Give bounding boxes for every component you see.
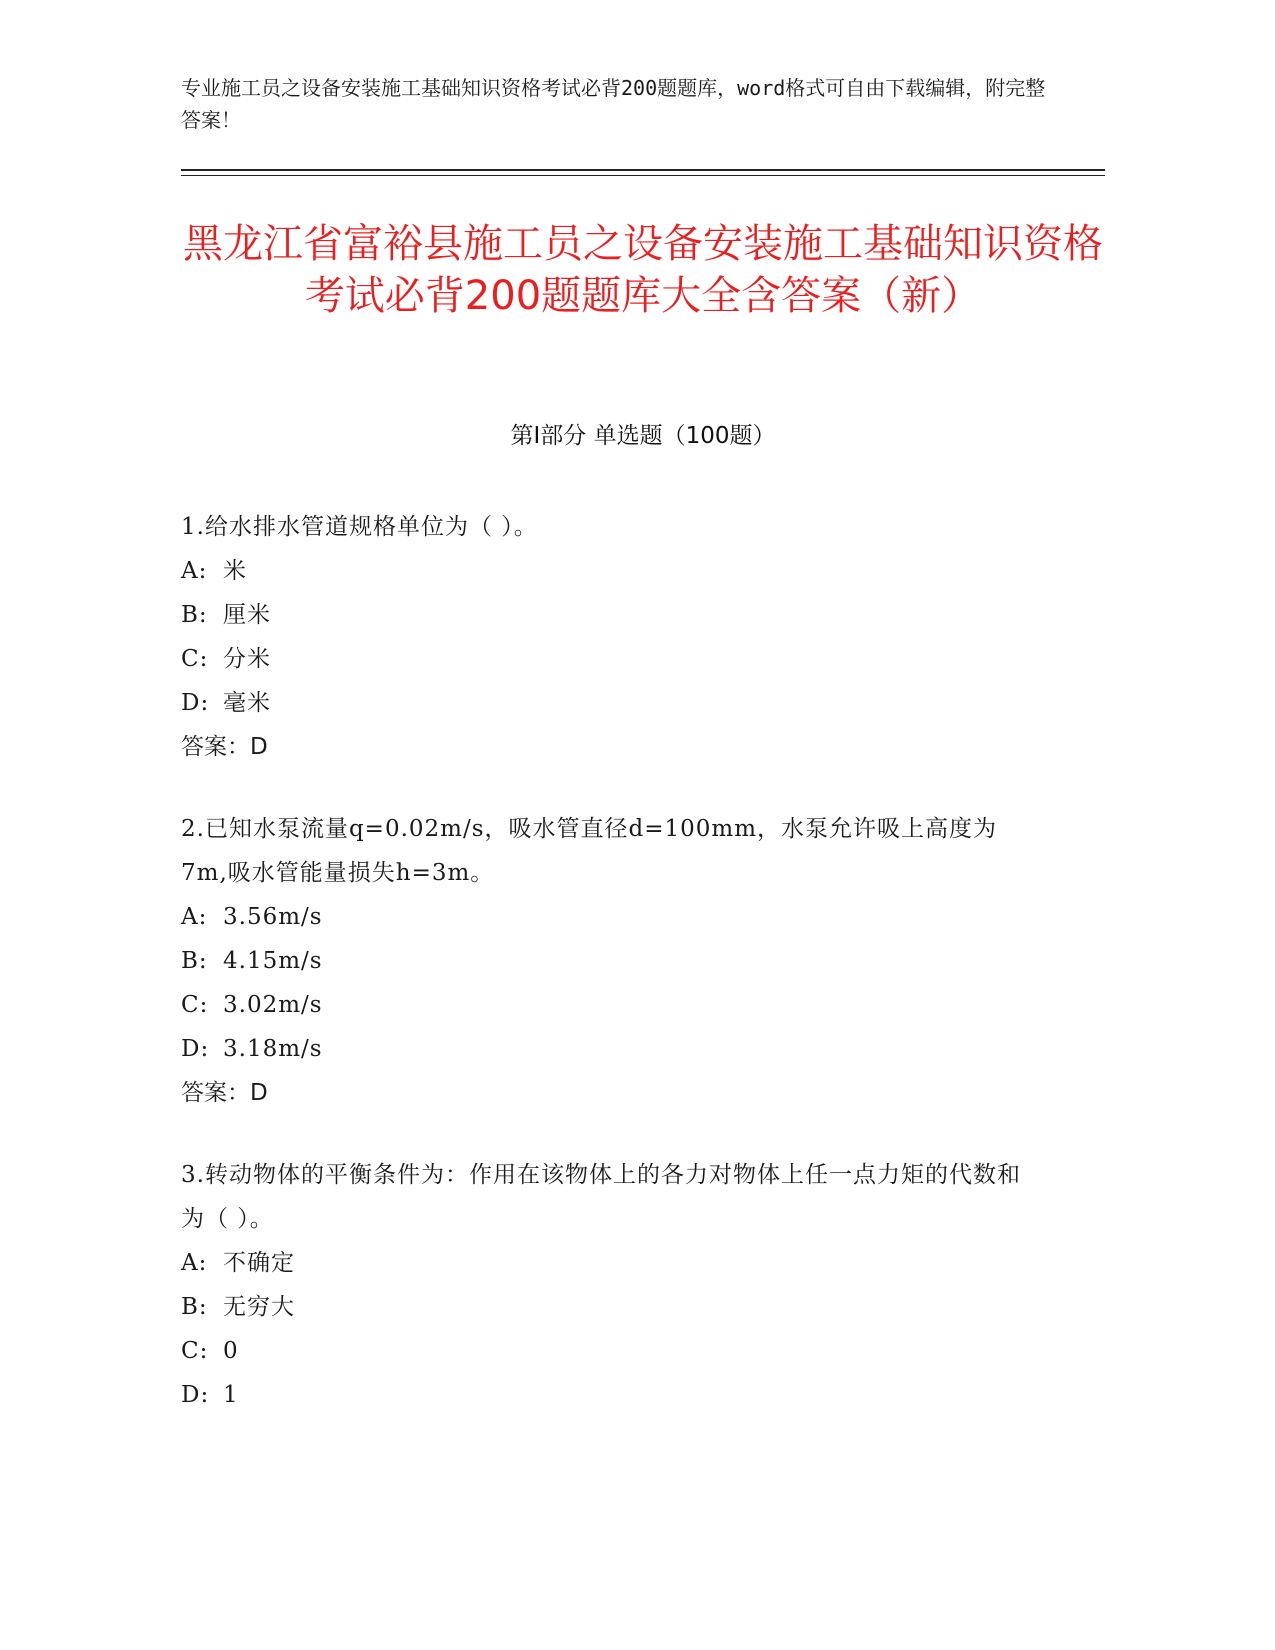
- option-a: [181, 549, 1041, 593]
- question-item: [181, 1153, 1041, 1417]
- header-rule-thin: [181, 175, 1105, 176]
- option-c: [181, 983, 1041, 1027]
- option-text: 3.56m/s: [223, 904, 323, 930]
- option-text: 分米: [223, 646, 271, 672]
- option-text: 3.02m/s: [223, 992, 323, 1018]
- option-d: [181, 681, 1041, 725]
- option-text: 不确定: [223, 1250, 295, 1276]
- option-letter: A:: [181, 558, 208, 584]
- header-note: 专业施工员之设备安装施工基础知识资格考试必背200题题库，word格式可自由下载编辑，附完整答案！: [181, 76, 1046, 132]
- option-text: 米: [223, 558, 247, 584]
- option-text: 4.15m/s: [223, 948, 323, 974]
- question-list: [181, 505, 1041, 1455]
- option-b: [181, 593, 1041, 637]
- option-text: 1: [223, 1382, 239, 1408]
- option-text: 毫米: [223, 690, 271, 716]
- document-title: 黑龙江省富裕县施工员之设备安装施工基础知识资格考试必背200题题库大全含答案（新）: [183, 221, 1103, 319]
- question-text: 1.给水排水管道规格单位为（ ）。: [181, 514, 538, 540]
- option-letter: D:: [181, 1036, 210, 1062]
- option-letter: B:: [181, 948, 208, 974]
- option-d: [181, 1373, 1041, 1417]
- option-letter: A:: [181, 904, 208, 930]
- question-text: 2.已知水泵流量q=0.02m/s，吸水管直径d=100mm，水泵允许吸上高度为7m,吸水管能量损失h=3m。: [181, 816, 998, 886]
- option-letter: B:: [181, 602, 208, 628]
- option-letter: D:: [181, 1382, 210, 1408]
- question-item: [181, 505, 1041, 769]
- option-c: [181, 1329, 1041, 1373]
- option-letter: D:: [181, 690, 210, 716]
- header-rule-thick: [181, 169, 1105, 171]
- option-text: 无穷大: [223, 1294, 295, 1320]
- question-text: 3.转动物体的平衡条件为：作用在该物体上的各力对物体上任一点力矩的代数和为（ ）。: [181, 1162, 1021, 1232]
- option-b: [181, 1285, 1041, 1329]
- option-text: 3.18m/s: [223, 1036, 323, 1062]
- option-a: [181, 1241, 1041, 1285]
- option-a: [181, 895, 1041, 939]
- option-c: [181, 637, 1041, 681]
- question-item: [181, 807, 1041, 1115]
- option-b: [181, 939, 1041, 983]
- option-letter: C:: [181, 992, 209, 1018]
- section-heading: 第I部分 单选题（100题）: [510, 423, 776, 449]
- option-text: 0: [223, 1338, 239, 1364]
- answer-line: 答案：D: [181, 1080, 268, 1106]
- option-letter: A:: [181, 1250, 208, 1276]
- option-d: [181, 1027, 1041, 1071]
- option-letter: C:: [181, 646, 209, 672]
- option-letter: B:: [181, 1294, 208, 1320]
- option-text: 厘米: [223, 602, 271, 628]
- option-letter: C:: [181, 1338, 209, 1364]
- answer-line: 答案：D: [181, 734, 268, 760]
